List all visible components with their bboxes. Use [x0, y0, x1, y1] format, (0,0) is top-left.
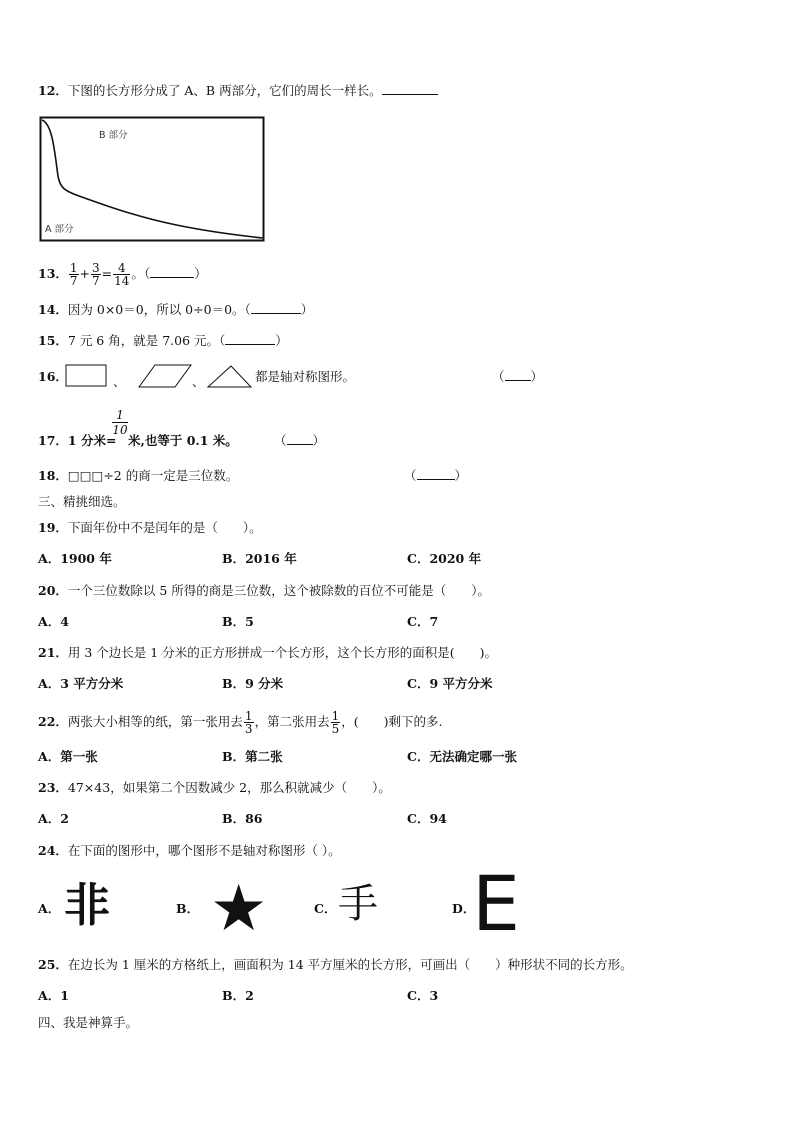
star-icon: ★: [210, 872, 268, 946]
option-b[interactable]: B．86: [222, 811, 263, 826]
question-number: 16．: [38, 369, 68, 384]
question-13: 13． $\frac{1}{7}$ + $\frac{3}{7}$ = $\frac{4}{14}$ 。（ ）: [38, 261, 207, 288]
answer-blank[interactable]: [417, 467, 455, 480]
question-text: □□□÷2 的商一定是三位数。: [67, 468, 239, 483]
option-c[interactable]: C．无法确定哪一张: [407, 749, 517, 764]
shou-character-glyph: 手: [338, 881, 378, 927]
question-20: [38, 582, 490, 600]
option-a[interactable]: A．3 平方分米: [38, 676, 124, 691]
question-19: [38, 519, 262, 537]
option-b[interactable]: B．2: [222, 988, 254, 1003]
option-c[interactable]: C．7: [407, 614, 439, 629]
question-text: 在边长为 1 厘米的方格纸上，画面积为 14 平方厘米的长方形，可画出（ ）种形状不同的长方形。: [67, 957, 633, 972]
question-text: 米,也等于 0.1 米。: [128, 433, 238, 448]
section-heading: 四、我是神算手。: [38, 1015, 139, 1030]
question-17: 17．1 分米=: [38, 433, 117, 448]
rectangle-outline: [41, 118, 264, 241]
fei-character-glyph: 非: [64, 878, 110, 932]
option-a[interactable]: A．1900 年: [38, 551, 112, 566]
question-12: [38, 82, 438, 100]
answer-blank[interactable]: [251, 301, 301, 314]
dividing-curve: [42, 120, 263, 238]
rectangle-diagram: [39, 116, 267, 244]
answer-paren: （ ）: [404, 468, 468, 483]
question-number: 17．: [38, 433, 68, 448]
question-text: 因为 0×0＝0，所以 0÷0＝0。（: [67, 302, 251, 317]
question-number: 18．: [38, 468, 68, 483]
answer-blank[interactable]: [287, 432, 313, 445]
question-text: 一个三位数除以 5 所得的商是三位数，这个被除数的百位不可能是（ ）。: [67, 583, 491, 598]
question-text: 下图的长方形分成了 A、B 两部分，它们的周长一样长。: [67, 83, 382, 98]
question-22: 22．两张大小相等的纸，第一张用去 $\frac{1}{3}$ ，第二张用去 $\frac{1}{5}$ ，( )剩下的多.: [38, 709, 443, 736]
question-24: [38, 842, 341, 860]
separator: 、: [192, 374, 205, 389]
option-b[interactable]: B．9 分米: [222, 676, 284, 691]
question-23: [38, 779, 391, 797]
option-c[interactable]: C．2020 年: [407, 551, 482, 566]
triangle-shape: [208, 366, 251, 387]
question-number: 23．: [38, 780, 68, 795]
question-number: 21．: [38, 645, 68, 660]
answer-paren: （ ）: [492, 369, 544, 384]
label-part-b: B 部分: [99, 130, 128, 141]
question-text: 用 3 个边长是 1 分米的正方形拼成一个长方形，这个长方形的面积是( )。: [67, 645, 497, 660]
option-b[interactable]: B．: [176, 901, 200, 916]
option-c[interactable]: C．9 平方分米: [407, 676, 493, 691]
option-d[interactable]: D．: [452, 901, 476, 916]
fraction: $\frac{4}{14}$: [114, 261, 130, 288]
question-number: 13．: [38, 266, 68, 281]
option-b[interactable]: B．2016 年: [222, 551, 297, 566]
fraction: $\frac{1}{5}$: [331, 709, 340, 736]
option-a[interactable]: A．2: [38, 811, 69, 826]
answer-blank[interactable]: [382, 82, 438, 95]
question-text: 在下面的图形中，哪个图形不是轴对称图形（ ）。: [67, 843, 341, 858]
label-part-a: A 部分: [45, 224, 74, 235]
question-16: [38, 368, 68, 386]
question-number: 15．: [38, 333, 68, 348]
question-25: [38, 956, 633, 974]
question-text: 都是轴对称图形。: [255, 369, 356, 384]
answer-blank[interactable]: [225, 332, 275, 345]
option-c[interactable]: C．94: [407, 811, 447, 826]
question-18: [38, 467, 238, 485]
answer-blank[interactable]: [505, 368, 531, 381]
question-number: 25．: [38, 957, 68, 972]
answer-blank[interactable]: [150, 265, 194, 278]
question-number: 20．: [38, 583, 68, 598]
question-text: 下面年份中不是闰年的是（ ）。: [67, 520, 262, 535]
separator: 、: [113, 374, 126, 389]
section-heading: 三、精挑细选。: [38, 494, 126, 509]
question-number: 14．: [38, 302, 68, 317]
fraction: $\frac{3}{7}$: [92, 261, 100, 288]
question-21: [38, 644, 497, 662]
parallelogram-shape: [139, 365, 191, 387]
option-a[interactable]: A．4: [38, 614, 69, 629]
question-number: 24．: [38, 843, 68, 858]
fraction: 1 10: [112, 408, 128, 437]
question-number: 12．: [38, 83, 68, 98]
option-c[interactable]: C．3: [407, 988, 439, 1003]
answer-paren: （ ）: [274, 433, 326, 448]
rectangle-shape: [66, 365, 106, 386]
question-number: 19．: [38, 520, 68, 535]
question-text: 47×43，如果第二个因数减少 2，那么积就减少（ ）。: [67, 780, 391, 795]
option-b[interactable]: B．5: [222, 614, 254, 629]
fraction: $\frac{1}{3}$: [244, 709, 253, 736]
option-a[interactable]: A．第一张: [38, 749, 98, 764]
question-15: 15．7 元 6 角，就是 7.06 元。（ ）: [38, 333, 288, 348]
fraction: $\frac{1}{7}$: [69, 261, 78, 288]
option-b[interactable]: B．第二张: [222, 749, 283, 764]
option-a[interactable]: A．: [38, 901, 61, 916]
question-text: 7 元 6 角，就是 7.06 元。（: [67, 333, 226, 348]
question-number: 22．: [38, 714, 68, 729]
option-a[interactable]: A．1: [38, 988, 69, 1003]
shape-row: [65, 364, 257, 390]
letter-e-glyph: E: [472, 859, 521, 948]
option-c[interactable]: C．: [314, 901, 337, 916]
question-14: 14．因为 0×0＝0，所以 0÷0＝0。（ ）: [38, 302, 314, 317]
